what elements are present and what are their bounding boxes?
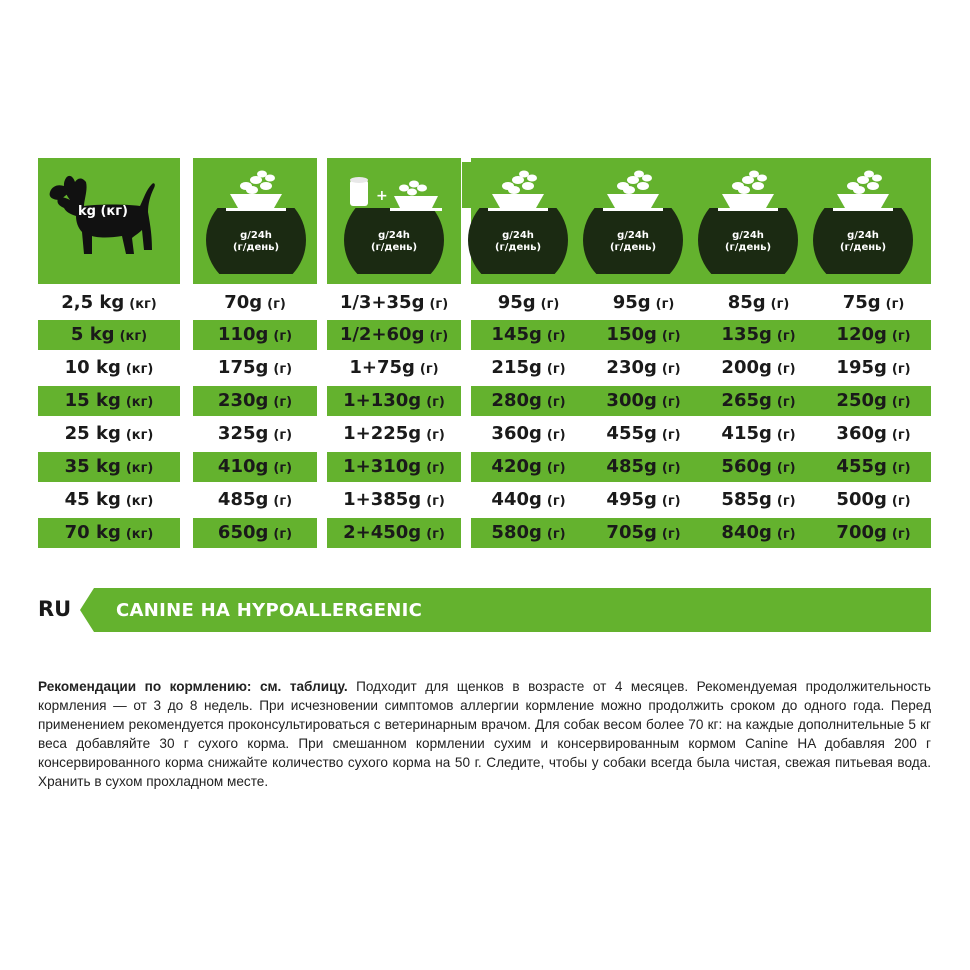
cell-value: 150g [606, 324, 657, 345]
table-cell-dry [193, 320, 317, 350]
cell-value: 95g [612, 292, 651, 313]
cell-value: 145g [491, 324, 542, 345]
cell-value: 70g [224, 292, 263, 313]
table-cell-g3 [701, 419, 816, 449]
table-cell-g2 [586, 353, 701, 383]
description-lead: Рекомендации по кормлению: см. таблицу. [38, 679, 348, 694]
cell-unit: (г) [426, 461, 445, 476]
table-cell-mixed [327, 485, 461, 515]
cell-value: 1+75g [349, 357, 415, 378]
product-name: CANINE HA HYPOALLERGENIC [116, 600, 423, 621]
ration-label-line2: (г/день) [232, 242, 280, 253]
cell-value: 35 kg [64, 456, 121, 477]
cell-unit: (г) [661, 329, 681, 344]
table-cell-g3 [701, 320, 816, 350]
table-cell-dry [193, 288, 317, 318]
cell-unit: (г) [776, 428, 796, 443]
table-cell-g3 [701, 485, 816, 515]
cell-value: 495g [606, 489, 657, 510]
cell-value: 175g [217, 357, 269, 378]
table-cell-mixed [327, 320, 461, 350]
cell-unit: (кг) [125, 362, 154, 377]
cell-unit: (г) [776, 329, 796, 344]
table-row [38, 485, 931, 515]
dry-food-bowl-icon [577, 162, 689, 274]
cell-unit: (кг) [125, 494, 154, 509]
table-cell-g4 [816, 320, 931, 350]
cell-unit: (г) [891, 362, 911, 377]
cell-value: 700g [836, 522, 887, 543]
cell-value: 10 kg [64, 357, 121, 378]
cell-value: 560g [721, 456, 772, 477]
cell-value: 95g [497, 292, 536, 313]
weight-header-label: kg (кг) [78, 204, 128, 219]
table-cell-g1 [471, 288, 586, 318]
cell-value: 500g [836, 489, 887, 510]
table-cell-g2 [586, 485, 701, 515]
cell-value: 70 kg [64, 522, 121, 543]
cell-unit: (кг) [125, 527, 154, 542]
table-cell-g1 [471, 485, 586, 515]
cell-value: 840g [721, 522, 772, 543]
cell-value: 410g [217, 456, 269, 477]
cell-unit: (г) [273, 329, 293, 344]
cell-value: 120g [836, 324, 887, 345]
cell-unit: (кг) [125, 428, 154, 443]
cell-unit: (г) [429, 297, 449, 312]
cell-unit: (кг) [125, 461, 154, 476]
cell-unit: (г) [546, 395, 566, 410]
cell-value: 230g [217, 390, 269, 411]
ration-label-line1: g/24h [378, 230, 410, 241]
ration-label-line1: g/24h [617, 230, 649, 241]
cell-value: 75g [842, 292, 881, 313]
table-cell-g1 [471, 452, 586, 482]
table-cell-g1 [471, 419, 586, 449]
cell-value: 360g [836, 423, 887, 444]
cell-value: 15 kg [64, 390, 121, 411]
table-cell-dry [193, 452, 317, 482]
cell-unit: (г) [891, 527, 911, 542]
cell-unit: (г) [661, 362, 681, 377]
cell-value: 1/2+60g [339, 324, 425, 345]
cell-unit: (г) [426, 395, 445, 410]
table-cell-weight [38, 485, 180, 515]
cell-unit: (г) [885, 297, 905, 312]
cell-unit: (г) [540, 297, 560, 312]
cell-unit: (г) [546, 494, 566, 509]
cell-value: 1+225g [343, 423, 422, 444]
table-row [38, 419, 931, 449]
cell-value: 585g [721, 489, 772, 510]
cell-unit: (г) [661, 527, 681, 542]
cell-unit: (г) [655, 297, 675, 312]
language-code: RU [38, 597, 72, 621]
cell-value: 360g [491, 423, 542, 444]
table-cell-weight [38, 288, 180, 318]
cell-unit: (г) [776, 494, 796, 509]
cell-value: 705g [606, 522, 657, 543]
cell-unit: (г) [891, 428, 911, 443]
cell-unit: (г) [546, 362, 566, 377]
cell-unit: (г) [273, 428, 293, 443]
cell-value: 5 kg [70, 324, 115, 345]
cell-unit: (г) [546, 329, 566, 344]
table-row [38, 353, 931, 383]
cell-value: 265g [721, 390, 772, 411]
cell-unit: (г) [776, 461, 796, 476]
cell-unit: (г) [776, 362, 796, 377]
cell-unit: (г) [661, 428, 681, 443]
cell-unit: (г) [273, 362, 293, 377]
dry-food-bowl-icon [462, 162, 574, 274]
cell-value: 1+385g [343, 489, 422, 510]
cell-value: 485g [606, 456, 657, 477]
cell-unit: (г) [770, 297, 790, 312]
cell-unit: (г) [426, 494, 445, 509]
table-cell-dry [193, 419, 317, 449]
cell-unit: (г) [273, 395, 293, 410]
table-cell-mixed [327, 386, 461, 416]
cell-value: 110g [217, 324, 269, 345]
ration-label-line2: (г/день) [839, 242, 887, 253]
cell-unit: (г) [661, 461, 681, 476]
cell-unit: (г) [267, 297, 286, 312]
cell-value: 85g [727, 292, 766, 313]
table-cell-weight [38, 518, 180, 548]
ration-label-line2: (г/день) [609, 242, 657, 253]
cell-unit: (г) [273, 461, 293, 476]
feeding-description [38, 677, 931, 791]
cell-value: 485g [217, 489, 269, 510]
cell-unit: (г) [429, 329, 449, 344]
table-cell-g3 [701, 288, 816, 318]
table-row [38, 452, 931, 482]
cell-unit: (г) [273, 494, 293, 509]
ration-label-line1: g/24h [847, 230, 879, 241]
cell-value: 455g [836, 456, 887, 477]
wet-can-plus-bowl-icon [338, 162, 450, 274]
table-cell-weight [38, 386, 180, 416]
table-cell-g3 [701, 452, 816, 482]
dry-food-bowl-icon [692, 162, 804, 274]
table-cell-g3 [701, 386, 816, 416]
cell-unit: (кг) [119, 329, 148, 344]
svg-text:+: + [376, 188, 388, 204]
table-cell-g4 [816, 386, 931, 416]
cell-value: 250g [836, 390, 887, 411]
cell-unit: (кг) [129, 297, 157, 312]
cell-value: 280g [491, 390, 542, 411]
table-cell-g4 [816, 419, 931, 449]
table-cell-g2 [586, 518, 701, 548]
table-cell-g2 [586, 419, 701, 449]
cell-unit: (г) [546, 461, 566, 476]
cell-unit: (г) [891, 395, 911, 410]
cell-value: 580g [491, 522, 542, 543]
cell-value: 135g [721, 324, 772, 345]
table-cell-weight [38, 419, 180, 449]
table-cell-g4 [816, 518, 931, 548]
cell-unit: (г) [776, 395, 796, 410]
cell-value: 215g [491, 357, 542, 378]
cell-unit: (г) [419, 362, 439, 377]
cell-value: 1+130g [343, 390, 422, 411]
cell-unit: (г) [546, 428, 566, 443]
cell-value: 300g [606, 390, 657, 411]
table-cell-dry [193, 353, 317, 383]
cell-value: 1/3+35g [339, 292, 425, 313]
table-cell-mixed [327, 353, 461, 383]
table-cell-g4 [816, 452, 931, 482]
cell-value: 230g [606, 357, 657, 378]
table-cell-weight [38, 353, 180, 383]
table-cell-dry [193, 386, 317, 416]
cell-value: 420g [491, 456, 542, 477]
band-notch [80, 588, 94, 632]
ration-label-line1: g/24h [502, 230, 534, 241]
cell-unit: (г) [776, 527, 796, 542]
table-cell-g3 [701, 518, 816, 548]
cell-value: 2+450g [343, 522, 422, 543]
table-cell-g3 [701, 353, 816, 383]
table-cell-g2 [586, 288, 701, 318]
ration-label-line1: g/24h [240, 230, 272, 241]
table-cell-g2 [586, 320, 701, 350]
table-cell-weight [38, 452, 180, 482]
table-cell-mixed [327, 288, 461, 318]
cell-value: 440g [491, 489, 542, 510]
table-cell-dry [193, 518, 317, 548]
table-cell-g4 [816, 485, 931, 515]
cell-value: 1+310g [343, 456, 422, 477]
table-row [38, 518, 931, 548]
table-cell-g2 [586, 386, 701, 416]
cell-unit: (г) [891, 494, 911, 509]
ration-label-line2: (г/день) [370, 242, 418, 253]
cell-unit: (г) [426, 428, 445, 443]
table-cell-mixed [327, 518, 461, 548]
cell-value: 650g [217, 522, 269, 543]
cell-value: 325g [217, 423, 269, 444]
table-row [38, 288, 931, 318]
dry-food-bowl-icon [200, 162, 312, 274]
table-cell-dry [193, 485, 317, 515]
cell-unit: (г) [546, 527, 566, 542]
table-cell-weight [38, 320, 180, 350]
table-cell-mixed [327, 452, 461, 482]
cell-value: 415g [721, 423, 772, 444]
table-row [38, 386, 931, 416]
cell-unit: (г) [273, 527, 293, 542]
description-body: Подходит для щенков в возрасте от 4 месяцев. Рекомендуемая продолжительность кормления — от 3 до 8 недель. При исчезновении симптомов аллергии кормление можно продолжить сроком до одного года. Перед применением рекомендуется проконсультироваться с ветеринарным врачом. Для собак весом более 70 кг: на каждые дополнительные 5 кг веса добавляйте 30 г сухого корма. При смешанном кормлении сухим и консервированным кормом Canine HA добавляя 200 г консервированного корма снижайте количество сухого корма на 50 г. Следите, чтобы у собаки всегда была чистая, свежая питьевая вода. Хранить в сухом прохладном месте. [38, 679, 931, 789]
cell-value: 2,5 kg [61, 292, 125, 313]
cell-value: 455g [606, 423, 657, 444]
table-cell-g4 [816, 353, 931, 383]
cell-value: 45 kg [64, 489, 121, 510]
ration-label-line1: g/24h [732, 230, 764, 241]
cell-value: 195g [836, 357, 887, 378]
ration-label-line2: (г/день) [724, 242, 772, 253]
cell-unit: (г) [426, 527, 445, 542]
dry-food-bowl-icon [807, 162, 919, 274]
cell-unit: (г) [891, 329, 911, 344]
table-cell-mixed [327, 419, 461, 449]
cell-unit: (г) [891, 461, 911, 476]
table-cell-g2 [586, 452, 701, 482]
cell-unit: (кг) [125, 395, 154, 410]
table-cell-g1 [471, 320, 586, 350]
cell-unit: (г) [661, 494, 681, 509]
table-cell-g1 [471, 518, 586, 548]
cell-unit: (г) [661, 395, 681, 410]
cell-value: 200g [721, 357, 772, 378]
table-cell-g4 [816, 288, 931, 318]
table-row [38, 320, 931, 350]
cell-value: 25 kg [64, 423, 121, 444]
table-cell-g1 [471, 386, 586, 416]
ration-label-line2: (г/день) [494, 242, 542, 253]
table-cell-g1 [471, 353, 586, 383]
